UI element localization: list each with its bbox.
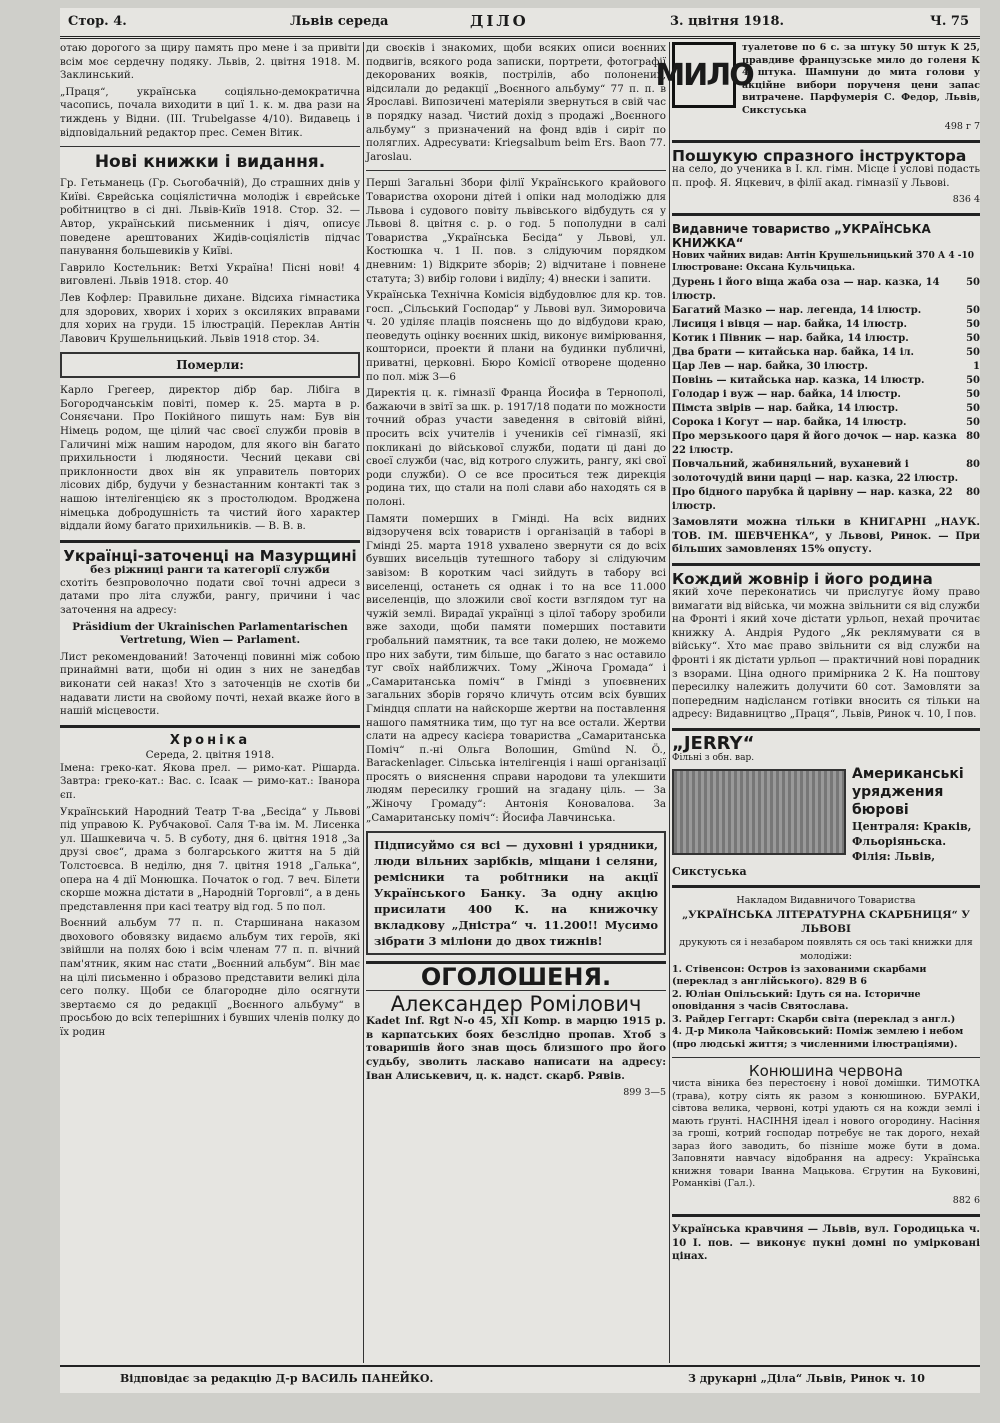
ad-number: 899 3—5 [623,1087,666,1099]
chronicle-date: Середа, 2. цвітня 1918. [145,748,275,761]
book-title: Цар Лев — нар. байка, 30 ілюстр. [672,361,868,373]
jerry-brand: „JERRY“ [672,732,755,754]
treasury-item: 1. Стівенсон: Остров із захованими скарбами (переклад з англійського). 829 В 6 [672,963,927,988]
pratsia-notice: „Праця“, українська соціяльно-демократична часопись, почала виходити в циї 1. к. м. два рази на тиждень у Відни. (ІІІ. Trubelgasse 4/10). Видавець і відповідальний редактор прес. Семен Вітик. [60,85,360,139]
divider [672,728,980,731]
new-books-heading: Нові книжки і видання. [94,152,326,173]
soap-logo: МИЛО [672,42,736,108]
typewriter-image [672,769,846,855]
book-title: Про мерзькоого царя й його дочок — нар. казка 22 ілюстр. [672,431,957,457]
tech-commission-notice: Українська Технічна Комісія відбудовлює для кр. тов. госп. „Сільський Господар“ у Львові вул. Зиморовича ч. 20 уділяє плаців пояснень що до відбудови краю, пеоведуть оцінку воєнних шкід, виконує вимірювання, кошториси, проекти й плани на будинки публичні, приватні, церковні. Бюро Комісії отворене щоденно по пол. між 3—6 [366,289,666,383]
book-price: 50 [966,389,980,401]
book-price: 1 [973,361,980,373]
divider [672,1214,980,1217]
header-date: 3. цвітня 1918. [670,14,785,29]
soap-ad-text: туалетове по 6 с. за штуку 50 штук К 25, правдиве французське мило до голеня К 4 штука. Шампуни до мита голови у акційне вибори порученя цени запас витрачене. Парфумерія С. Федор, Львів, Сикстуська [742,42,980,116]
missing-person-text: Kadet Inf. Rgt N-o 45, XII Komp. в марцю 1915 р. в карпатських боях безслідно пропав. Хтоб з товаришів його знав щось близшого про його судьбу, зволить ласкаво написати на адресу: Іван Алиськевич, ц. к. надст. скарб. Рявів. [366,1015,666,1082]
book-title: Голодар і вуж — нар. байка, 14 ілюстр. [672,389,901,401]
book-list-item [672,388,980,402]
book-list-item [672,458,980,486]
clover-text: чиста віника без перестоєну і нової домішки. ТИМОТКА (трава), котру сіять як разом з конюшиною. БУРАКИ, сівтова велика, червоні, котрі удають ся на кожди землі і мають ґрунті. НАСІННЯ ідеал і нового огородину. Насіння за гроші, котрий господар потребує не так дорого, нехай зараз його заводить, бо пізніше може бути в дома. Заповняти навчасу відобрання на адресу: Українська книжня товари Іванна Мацькова. Єгрутин на Буковині, Романківі (Гал.). [672,1078,980,1190]
divider [672,140,980,143]
book-title: Пімста звірів — нар. байка, 14 ілюстр. [672,403,899,415]
column-divider [363,42,364,1363]
soldier-book-text: який хоче переконатись чи прислугує йому право вимагати від війська, чи можна звільнити ся від служби на Фронті і який хоче дістати урльоп, нехай прочитає книжку А. Андрія Рудого „Як реклямувати ся в війську“. Хто має право звільнити ся від служби на фронті і як дістати урльоп — практичний нові порадник з взорами. Ціна одного примірника 2 К. На поштову пересилку належить долучити 60 сот. Замовляти за попередним надіслансм готівки вносить ся тільки на адресу: Видавництво „Праця“, Львів, Ринок ч. 10, І пов. [672,585,980,721]
column-2 [366,42,666,1100]
newspaper-page [60,8,980,1393]
book-list-item [672,332,980,346]
prisoners-heading: Українці-заточенці на Мазурщині [63,546,357,565]
book-title: Котик і Півник — нар. байка, 14 ілюстр. [672,333,909,345]
treasury-item: 4. Д-р Микола Чайковський: Поміж землею і небом (про людські життя; з численними ілюстраціями). [672,1026,964,1050]
album-continued: ди своєків і знакомих, щоби всяких описи воєнних подвигів, всякого рода записки, портрети, фотографії декорованих вояків, пострілів, або полонених, відсилали до редакції „Воєнного альбуму“ 77 п. п. в Ярославі. Випозичені матеріяли звернуться в свій час в порядку назад. Чистий дохід з продажі „Воєнного альбуму“ з призначений на фонд вдів і сиріт по поляглих. Адресувати: Kriegsalbum beim Ers. Baon 77. Jaroslau. [366,42,666,163]
header-rule [60,36,980,39]
issue-number: Ч. 75 [930,14,970,29]
chronicle-text: Імена: греко-кат. Якова прел. — римо-кат. Рішарда. Завтра: греко-кат.: Вас. с. Ісаак — римо-кат.: Іванора єп. [60,761,360,801]
book-price: 50 [966,347,980,359]
missing-person-name: Александер Ромілович [390,992,642,1017]
page-footer [60,1365,980,1389]
intro-text: отаю дорогого за щиру память про мене і за привіти всім моє сердечну подяку. Львів, 2. цвітня 1918. М. Заклинський. [60,42,360,82]
obituary-heading: Померли: [60,352,360,378]
divider [672,1057,980,1058]
book-list-item [672,346,980,360]
book-list [672,276,980,514]
publisher-subheading: Нових чайних видав: Антін Крушельницький 370 А 4 -10 Ілюстроване: Оксана Кульчицька. [672,251,975,274]
prisoners-text: схотіть безпроволочно подати свої точні адреси з датами про літа служби, рангу, причини і час заточення на адресу: [60,576,360,616]
book-list-item [672,304,980,318]
chronicle-heading: Хроніка [169,732,251,748]
ad-number: 836 4 [952,194,980,206]
book-price: 80 [966,459,980,471]
divider [366,170,666,171]
book-title: Лисиця і вівця — нар. байка, 14 ілюстр. [672,319,907,331]
soldier-book-heading: Кождий жовнір і його родина [672,569,933,588]
treasury-intro: Накладом Видавничого Товариства [736,894,916,906]
ad-number: 882 6 [952,1194,980,1206]
notices-heading: ОГОЛОШЕНЯ. [420,963,612,992]
jerry-address: Централя: Краків, Фльоріяньска. Філія: Львів, Сикстуська [672,819,972,878]
ad-number: 498 г 7 [944,121,980,132]
soap-ad [655,42,980,134]
book-list-item [672,374,980,388]
printer-credit: З друкарні „Діла“ Львів, Ринок ч. 10 [688,1372,925,1385]
book-entry: Гр. Гетьманець (Гр. Сьогобачній), До страшних днів у Київі. Єврейська соціялістична молодіж і єврейське робітництво в сі дні. Львів-Київ 1918. Стор. 32. — Автор, український письменник і діяч, описує поведене арештованих Жидів-соціялістів підчас панування большевиків у Київі. [60,177,360,258]
masthead-title: ДІЛО [470,12,529,30]
column-3 [655,42,980,1267]
book-title: Сорока і Когут — нар. байка, 14 ілюстр. [672,417,907,429]
book-list-item [672,416,980,430]
treasury-item: 2. Юліан Опільський: Ідуть ся на. Історичне оповідання з часів Святослава. [672,988,921,1013]
jerry-ad [672,732,980,879]
prisoners-address: Präsidium der Ukrainischen Parlamentarischen Vertretung, Wien — Parlament. [72,620,348,647]
page-header [60,12,980,34]
book-price: 50 [966,375,980,387]
editor-credit: Відповідає за редакцію Д-р ВАСИЛЬ ПАНЕЙКО. [120,1372,434,1385]
book-title: Повінь — китайська нар. казка, 14 ілюстр. [672,375,925,387]
book-title: Багатий Мазко — нар. легенда, 14 ілюстр. [672,305,922,317]
treasury-heading: „УКРАЇНСЬКА ЛІТЕРАТУРНА СКАРБНИЦЯ“ У ЛЬВОВІ [682,908,970,935]
meeting-notice: Перші Загальні Збори філії Українського крайового Товариства охорони дітей і опіки над молодіжю для Львова і судового повіту львівського відбудуть ся у Львові 8. цвітня с. р. о год. 5 пополудни в салі Товариства „Українська Бесіда“ у Львові, ул. Костюшка ч. 1 ІІ. пов. з слідуючим порядком дневним: 1) Відкрите зборів; 2) відчитане і повнене статута; 3) вибір голови і видїлу; 4) внески і запити. [366,177,666,285]
tutor-wanted-text: на село, до ученика в І. кл. гімн. Місце і услові подасть п. проф. Я. Яцкевич, в філії акад. гімназії у Львові. [672,163,980,189]
divider [672,563,980,566]
album-notice: Воєнний альбум 77 п. п. Старшинана наказом двохового обовязку видаємо альбум тих героїв, які звійшли на полях бою і всім членам 77 п. п. вічний пам'ятник, яким нас стати „Воєнний альбум“. Він має на цілі письменно і образово представити великі діла сего полку. Щоби се благородне діло осягнути звертаємо ся до редакції „Воєнного альбуму“ в просьбою до всіх теперішних і бувших членів полку до їх родин [60,917,360,1039]
book-price: 50 [966,403,980,415]
gymnasium-notice: Директія ц. к. гімназії Франца Йосифа в Тернополі, бажаючи в звітї за шк. р. 1917/18 подати по можности точний образ участи заведення в світовій війні, просить всіх учителів і учеників сеї гімназії, які покликані до військової служби, подати ці дані до своєї служби (час, від котрого служить, рангу, які свої роди служби). О се все проситься теж дирекція родина тих, що стали на полі слави або находять ся в полоні. [366,387,666,508]
book-entry: Гаврило Костельник: Ветхі Україна! Пісні нові! 4 виговлені. Львів 1918. стор. 40 [60,261,360,288]
book-list-item [672,360,980,374]
book-order-text: Замовляти можна тільки в КНИГАРНІ „НАУК. ТОВ. ІМ. ШЕВЧЕНКА“, у Львові, Ринок. — При більших замовленях 15% опусту. [672,516,980,556]
book-price: 50 [966,333,980,345]
book-list-item [672,430,980,458]
gmund-notice: Памяти померших в Гмінді. На всіх видних відзорученя всіх товариств і організацій в таборі в Гмінді 25. марта 1918 ухвалено звернути ся до всіх бувших висельців тутешного табору зі слідуючим завізом: В коротким часі зийдуть в табору всі виселенці, останеть ся однак і то на все 11.000 виселенців, що зложили свої кости взглядом туг на чужій землі. Вирадаї українці з цілої табору зробили вже заходи, щоби памяти померших поставити гробальний памятник, та все таки долею, не можемо про них забути, тим більше, що багато з нас оставило туг своїх найближчих. Тому „Жіноча Громада“ і „Самаританська поміч“ в Гмінді з упоєвнених загальних зборів горячо кличуть отсим всіх бувших Гміндця сплати на найскорше жертви на поставлення нашого памятника тим, що туг на все остали. Жертви слати на адресу касієра товариства „Самаританська Поміч“ п.-ні Ольга Волошин, Gmünd N. Ö., Barackenlager. Сільська інтелігенція і наші організації просять о вияснення справи народови та улекшити людям пересилку гроший на згадану ціль. — За „Жіночу Громаду“: Антонія Коновалова. За „Самаританську поміч“: Йосифа Лавчинська. [366,512,666,824]
treasury-subheading: друкують ся і незабаром появлять ся ось такі книжки для молодіжи: [679,936,973,962]
column-1 [60,42,360,1043]
book-title: Повчальний, жабиняльний, вуханевий і золоточудій вини царці — нар. казка, 22 ілюстр. [672,459,959,485]
divider [672,885,980,888]
book-list-item [672,276,980,304]
clover-heading: Конюшина червона [748,1062,904,1081]
divider [60,540,360,543]
book-price: 80 [966,487,980,499]
treasury-item: 3. Райдер Геггарт: Скарби світа (переклад з англ.) [672,1013,956,1025]
tutor-wanted-heading: Пошукую спрaзного інструктора [672,147,967,165]
book-list-item [672,402,980,416]
book-price: 80 [966,431,980,443]
book-price: 50 [966,319,980,331]
divider [672,213,980,216]
jerry-subtitle: Фільні з обн. вар. [672,752,755,763]
book-list-item [672,486,980,514]
tailor-ad: Українська кравчиня — Львів, вул. Городицька ч. 10 І. пов. — виконує пукні домні по умірковані цінах. [672,1222,980,1263]
header-place: Львів середа [290,14,389,29]
theatre-notice: Український Народний Театр Т-ва „Бесіда“ у Львові під управою К. Рубчакової. Саля Т-ва ім. М. Лисенка ул. Шашкевича ч. 5. В суботу, дня 6. цвітня 1918 „За друзі своє“, драма з болгарського життя на 5 дій Толстоєвса. В неділю, дня 7. цвітня 1918 „Галька“, опера на 4 дії Монюшка. Початок о год. 7 веч. Білети скорше можна дістати в „Народній Торговлі“, а в день представлення при касі театру від год. 5 по пол. [60,805,360,913]
bank-shares-ad: Підписуймо ся всі — духовні і урядники, люди вільних зарібків, міщани і селяни, ремісники та робітники на акції Українського Банку. За одну акцію присилати 400 К. на книжочку вкладкову „Дністра“ ч. 11.200!! Мусимо зібрати 3 міліони до двох тижнів! [366,831,666,955]
column-divider [669,42,670,1363]
book-price: 50 [966,417,980,429]
jerry-heading: Американські уряджения бюрові [852,765,964,818]
book-price: 50 [966,305,980,317]
book-title: Дурень і його віща жаба оза — нар. казка, 14 ілюстр. [672,277,940,303]
book-price: 50 [966,277,980,289]
book-list-item [672,318,980,332]
divider [60,146,360,147]
book-entry: Лев Кофлер: Правильне дихане. Відсиха гімнастика для здорових, хворих і хорих з оксиляких вправами для хорих на груди. 15 ілюстрацій. Переклав Антін Лавович Крушельницький. Львів 1918 стор. 34. [60,291,360,345]
obituary-text: Карло Грегеер, директор дібр бар. Лібіга в Богородчанськім повіті, помер к. 25. марта в р. Соняєчани. Про Покійного пишуть нам: Був він Німець родом, ще цілий час своєї служби провів в Галичині між нашим народом, для якого він багато прихильности і людяности. Чесний цекави сві приклонности двох він як управитель повторих лісових дібр, будучи у безнастанним контакті так з нашою інтелігенцією як з простолюдом. Вроджена німецька добродушність та чистий його характер віддали йому багато прихильників. — В. В. в. [60,384,360,533]
divider [60,725,360,728]
book-title: Про бідного парубка й царівну — нар. казка, 22 ілюстр. [672,487,953,513]
page-number: Стор. 4. [68,14,127,29]
treasury-list [672,964,980,1052]
publisher-heading: Видавниче товариство „УКРАЇНСЬКА КНИЖКА“ [672,222,931,251]
prisoners-subheading: без ріжниці ранги та категорії служби [90,563,330,576]
prisoners-note: Лист рекомендований! Заточенці повинні між собою принаймні вати, щоби ні один з них не занедбав виконати сей наказ! Хто з заточенців не схотів би надавати листи на свойому почті, нехай вкаже його в нашій місцевости. [60,650,360,718]
book-title: Два брати — китайська нар. байка, 14 іл. [672,347,915,359]
